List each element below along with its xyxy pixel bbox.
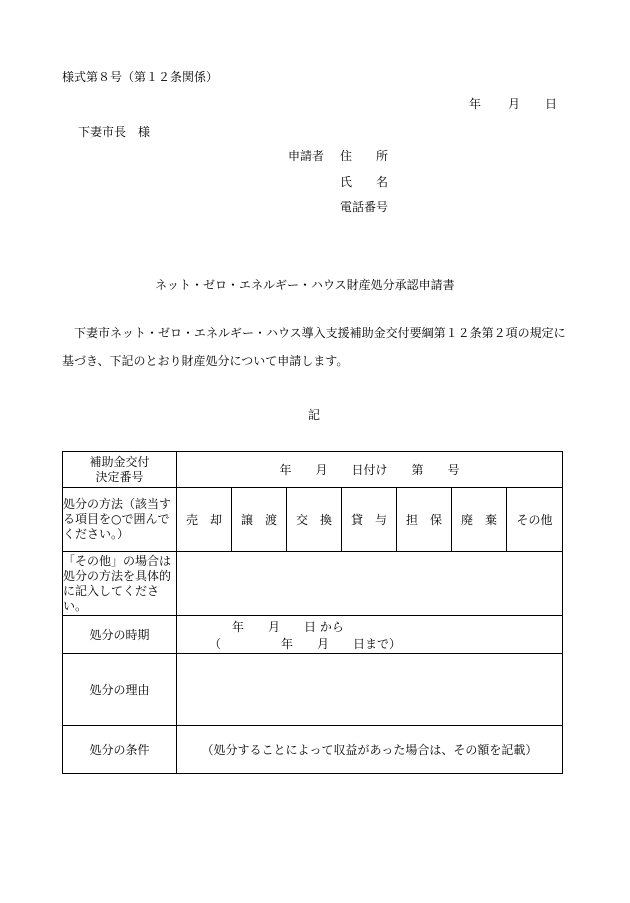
disposal-reason-field[interactable] <box>177 654 563 726</box>
period-from: 年 月 日 から <box>232 619 344 634</box>
document-title: ネット・ゼロ・エネルギー・ハウス財産処分承認申請書 <box>155 278 455 292</box>
row-disposal-period <box>63 616 563 654</box>
row-disposal-method <box>63 488 563 552</box>
body-text: 下妻市ネット・ゼロ・エネルギー・ハウス導入支援補助金交付要綱第１２条第２項の規定に基づき、下記のとおり財産処分について申請します。 <box>62 326 566 368</box>
application-table <box>62 451 563 774</box>
applicant-name-label: 氏 名 <box>340 175 389 189</box>
disposal-reason-label: 処分の理由 <box>63 654 177 726</box>
applicant-address-label: 住 所 <box>340 149 389 163</box>
method-transfer[interactable]: 譲 渡 <box>232 488 287 552</box>
date-year: 年 <box>469 97 482 111</box>
method-collateral[interactable]: 担 保 <box>397 488 452 552</box>
other-detail-label: 「その他」の場合は処分の方法を具体的に記入してください。 <box>63 552 177 616</box>
addressee: 下妻市長 様 <box>78 125 151 139</box>
disposal-method-label: 処分の方法（該当する項目を○で囲んでください。） <box>63 488 177 552</box>
row-decision-number <box>63 452 563 488</box>
disposal-conditions-label: 処分の条件 <box>63 726 177 774</box>
method-sale[interactable]: 売 却 <box>177 488 232 552</box>
date-month: 月 <box>508 97 521 111</box>
row-other-detail <box>63 552 563 616</box>
applicant-phone-label: 電話番号 <box>340 200 389 214</box>
applicant-label: 申請者 <box>288 149 325 163</box>
form-number: 様式第８号（第１２条関係） <box>62 70 219 84</box>
decision-number-label: 補助金交付 決定番号 <box>63 452 177 488</box>
date-day: 日 <box>545 97 558 111</box>
row-disposal-reason <box>63 654 563 726</box>
ki-heading: 記 <box>308 408 321 422</box>
disposal-conditions-note: （処分することによって収益があった場合は、その額を記載） <box>177 726 563 774</box>
disposal-period-label: 処分の時期 <box>63 616 177 654</box>
method-lending[interactable]: 貸 与 <box>342 488 397 552</box>
disposal-period-value <box>177 616 563 654</box>
method-disposal[interactable]: 廃 棄 <box>452 488 507 552</box>
period-to: （ 年 月 日まで） <box>209 636 402 651</box>
method-other[interactable]: その他 <box>507 488 563 552</box>
method-exchange[interactable]: 交 換 <box>287 488 342 552</box>
row-disposal-conditions <box>63 726 563 774</box>
decision-number-value: 年 月 日付け 第 号 <box>177 452 563 488</box>
other-detail-field[interactable] <box>177 552 563 616</box>
